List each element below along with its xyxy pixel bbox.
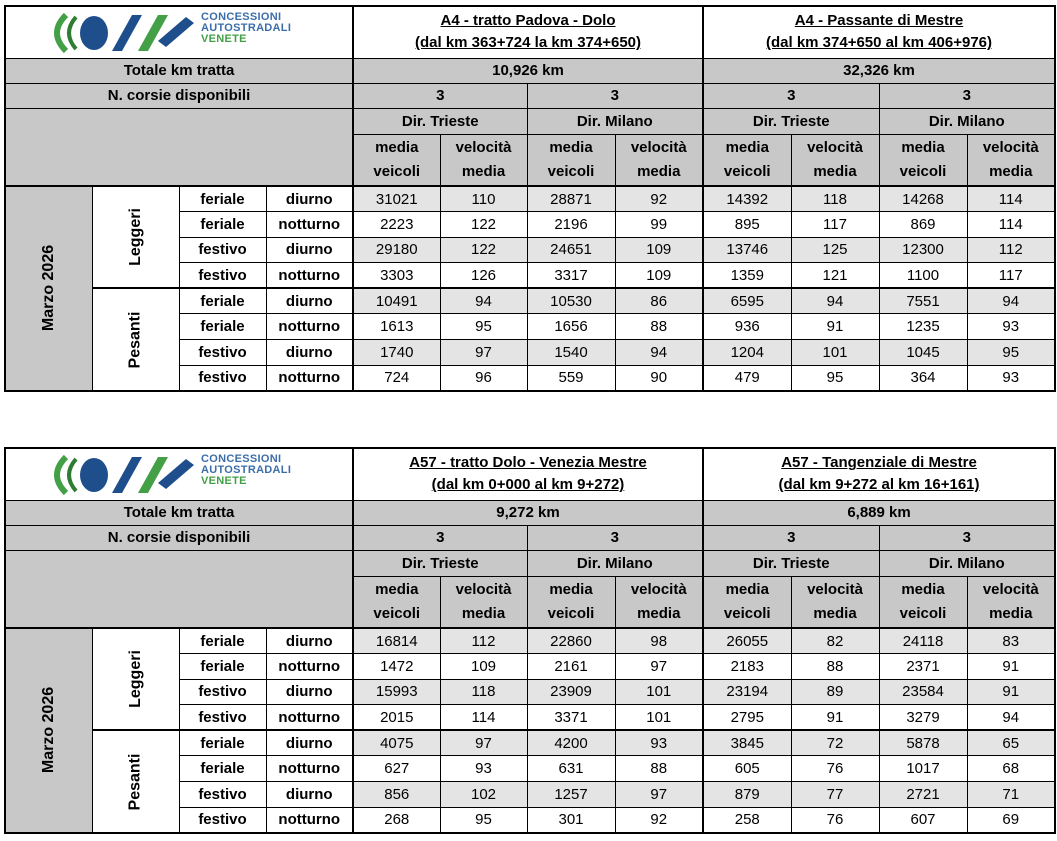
data-cell: 91 xyxy=(967,679,1055,705)
data-cell: 101 xyxy=(615,679,703,705)
data-cell: 3371 xyxy=(527,705,615,731)
data-cell: 26055 xyxy=(703,628,791,654)
day-type: festivo xyxy=(179,237,266,263)
data-cell: 895 xyxy=(703,212,791,238)
data-cell: 94 xyxy=(967,288,1055,314)
period-label: Marzo 2026 xyxy=(5,186,92,391)
col-media-veicoli: media veicoli xyxy=(879,134,967,186)
data-cell: 94 xyxy=(440,288,527,314)
day-type: festivo xyxy=(179,340,266,366)
data-cell: 29180 xyxy=(353,237,440,263)
time-type: diurno xyxy=(266,730,353,756)
data-cell: 23909 xyxy=(527,679,615,705)
corsie-value: 3 xyxy=(703,83,879,108)
day-type: feriale xyxy=(179,314,266,340)
logo-cell xyxy=(5,448,353,500)
data-cell: 118 xyxy=(791,186,879,212)
time-type: diurno xyxy=(266,782,353,808)
data-cell: 121 xyxy=(791,263,879,289)
day-type: festivo xyxy=(179,807,266,833)
col-velocita-media: velocità media xyxy=(791,134,879,186)
day-type: feriale xyxy=(179,756,266,782)
data-cell: 13746 xyxy=(703,237,791,263)
data-cell: 95 xyxy=(791,365,879,391)
data-cell: 65 xyxy=(967,730,1055,756)
corsie-label: N. corsie disponibili xyxy=(5,525,353,550)
time-type: diurno xyxy=(266,340,353,366)
col-media-veicoli: media veicoli xyxy=(527,576,615,628)
blank-header-cell xyxy=(5,550,353,628)
data-cell: 97 xyxy=(615,782,703,808)
data-cell: 95 xyxy=(440,314,527,340)
day-type: feriale xyxy=(179,654,266,680)
time-type: notturno xyxy=(266,263,353,289)
logo-cell xyxy=(5,6,353,58)
section-header xyxy=(353,6,703,58)
col-velocita-media: velocità media xyxy=(791,576,879,628)
time-type: notturno xyxy=(266,705,353,731)
table-row xyxy=(5,288,1055,314)
traffic-table-2 xyxy=(4,447,1056,834)
data-cell: 95 xyxy=(440,807,527,833)
data-cell: 2015 xyxy=(353,705,440,731)
data-cell: 1257 xyxy=(527,782,615,808)
totale-km-label: Totale km tratta xyxy=(5,500,353,525)
data-cell: 2183 xyxy=(703,654,791,680)
data-cell: 559 xyxy=(527,365,615,391)
data-cell: 109 xyxy=(615,263,703,289)
data-cell: 856 xyxy=(353,782,440,808)
data-cell: 607 xyxy=(879,807,967,833)
category-leggeri: Leggeri xyxy=(92,628,179,730)
data-cell: 122 xyxy=(440,212,527,238)
time-type: diurno xyxy=(266,186,353,212)
data-cell: 1656 xyxy=(527,314,615,340)
data-cell: 24118 xyxy=(879,628,967,654)
data-cell: 96 xyxy=(440,365,527,391)
data-cell: 71 xyxy=(967,782,1055,808)
data-cell: 97 xyxy=(440,730,527,756)
data-cell: 68 xyxy=(967,756,1055,782)
data-cell: 86 xyxy=(615,288,703,314)
section-title: A57 - Tangenziale di Mestre xyxy=(781,454,977,472)
time-type: notturno xyxy=(266,807,353,833)
data-cell: 102 xyxy=(440,782,527,808)
traffic-table-1 xyxy=(4,5,1056,392)
direction-trieste: Dir. Trieste xyxy=(353,108,527,134)
data-cell: 268 xyxy=(353,807,440,833)
data-cell: 92 xyxy=(615,186,703,212)
data-cell: 93 xyxy=(615,730,703,756)
data-cell: 82 xyxy=(791,628,879,654)
section-range: (dal km 0+000 al km 9+272) xyxy=(431,476,625,494)
corsie-value: 3 xyxy=(353,525,527,550)
col-media-veicoli: media veicoli xyxy=(353,134,440,186)
data-cell: 22860 xyxy=(527,628,615,654)
logo-text: CONCESSIONI AUTOSTRADALI VENETE xyxy=(201,11,292,45)
data-cell: 1740 xyxy=(353,340,440,366)
data-cell: 76 xyxy=(791,807,879,833)
totale-km-label: Totale km tratta xyxy=(5,58,353,83)
data-cell: 258 xyxy=(703,807,791,833)
col-velocita-media: velocità media xyxy=(967,576,1055,628)
cav-logo-icon xyxy=(46,453,346,497)
data-cell: 112 xyxy=(967,237,1055,263)
data-cell: 83 xyxy=(967,628,1055,654)
data-cell: 3303 xyxy=(353,263,440,289)
data-cell: 1100 xyxy=(879,263,967,289)
corsie-label: N. corsie disponibili xyxy=(5,83,353,108)
corsie-value: 3 xyxy=(527,525,703,550)
data-cell: 14392 xyxy=(703,186,791,212)
data-cell: 91 xyxy=(967,654,1055,680)
data-cell: 88 xyxy=(791,654,879,680)
data-cell: 91 xyxy=(791,705,879,731)
cav-logo-icon xyxy=(46,11,346,55)
data-cell: 479 xyxy=(703,365,791,391)
data-cell: 88 xyxy=(615,756,703,782)
time-type: notturno xyxy=(266,212,353,238)
data-cell: 2795 xyxy=(703,705,791,731)
category-leggeri: Leggeri xyxy=(92,186,179,288)
col-media-veicoli: media veicoli xyxy=(703,576,791,628)
col-velocita-media: velocità media xyxy=(615,576,703,628)
data-cell: 89 xyxy=(791,679,879,705)
corsie-value: 3 xyxy=(527,83,703,108)
data-cell: 117 xyxy=(967,263,1055,289)
direction-trieste: Dir. Trieste xyxy=(353,550,527,576)
data-cell: 10530 xyxy=(527,288,615,314)
totale-km-value: 32,326 km xyxy=(703,58,1055,83)
data-cell: 93 xyxy=(967,314,1055,340)
category-pesanti: Pesanti xyxy=(92,288,179,390)
data-cell: 2196 xyxy=(527,212,615,238)
data-cell: 2223 xyxy=(353,212,440,238)
data-cell: 4200 xyxy=(527,730,615,756)
data-cell: 92 xyxy=(615,807,703,833)
section-header xyxy=(703,448,1055,500)
data-cell: 15993 xyxy=(353,679,440,705)
data-cell: 23194 xyxy=(703,679,791,705)
data-cell: 1359 xyxy=(703,263,791,289)
time-type: diurno xyxy=(266,237,353,263)
day-type: festivo xyxy=(179,782,266,808)
data-cell: 936 xyxy=(703,314,791,340)
table-row xyxy=(5,628,1055,654)
data-cell: 6595 xyxy=(703,288,791,314)
data-cell: 94 xyxy=(967,705,1055,731)
data-cell: 126 xyxy=(440,263,527,289)
data-cell: 16814 xyxy=(353,628,440,654)
data-cell: 98 xyxy=(615,628,703,654)
data-cell: 3317 xyxy=(527,263,615,289)
corsie-value: 3 xyxy=(879,83,1055,108)
data-cell: 125 xyxy=(791,237,879,263)
data-cell: 122 xyxy=(440,237,527,263)
time-type: notturno xyxy=(266,314,353,340)
data-cell: 88 xyxy=(615,314,703,340)
data-cell: 69 xyxy=(967,807,1055,833)
col-media-veicoli: media veicoli xyxy=(879,576,967,628)
data-cell: 94 xyxy=(791,288,879,314)
data-cell: 7551 xyxy=(879,288,967,314)
data-cell: 1235 xyxy=(879,314,967,340)
data-cell: 2161 xyxy=(527,654,615,680)
data-cell: 28871 xyxy=(527,186,615,212)
data-cell: 94 xyxy=(615,340,703,366)
day-type: festivo xyxy=(179,679,266,705)
data-cell: 114 xyxy=(967,212,1055,238)
data-cell: 76 xyxy=(791,756,879,782)
time-type: diurno xyxy=(266,679,353,705)
corsie-value: 3 xyxy=(703,525,879,550)
blank-header-cell xyxy=(5,108,353,186)
data-cell: 91 xyxy=(791,314,879,340)
col-media-veicoli: media veicoli xyxy=(527,134,615,186)
section-title: A4 - Passante di Mestre xyxy=(794,12,964,30)
totale-km-value: 6,889 km xyxy=(703,500,1055,525)
data-cell: 1017 xyxy=(879,756,967,782)
direction-milano: Dir. Milano xyxy=(879,550,1055,576)
col-media-veicoli: media veicoli xyxy=(703,134,791,186)
data-cell: 77 xyxy=(791,782,879,808)
data-cell: 1204 xyxy=(703,340,791,366)
direction-trieste: Dir. Trieste xyxy=(703,550,879,576)
section-range: (dal km 363+724 la km 374+650) xyxy=(415,34,641,52)
data-cell: 627 xyxy=(353,756,440,782)
data-cell: 24651 xyxy=(527,237,615,263)
section-range: (dal km 9+272 al km 16+161) xyxy=(778,476,980,494)
section-range: (dal km 374+650 al km 406+976) xyxy=(766,34,992,52)
day-type: feriale xyxy=(179,186,266,212)
time-type: notturno xyxy=(266,756,353,782)
data-cell: 90 xyxy=(615,365,703,391)
col-velocita-media: velocità media xyxy=(440,134,527,186)
data-cell: 97 xyxy=(440,340,527,366)
data-cell: 301 xyxy=(527,807,615,833)
data-cell: 5878 xyxy=(879,730,967,756)
day-type: festivo xyxy=(179,263,266,289)
day-type: feriale xyxy=(179,730,266,756)
data-cell: 114 xyxy=(967,186,1055,212)
data-cell: 605 xyxy=(703,756,791,782)
corsie-value: 3 xyxy=(353,83,527,108)
data-cell: 117 xyxy=(791,212,879,238)
data-cell: 23584 xyxy=(879,679,967,705)
direction-milano: Dir. Milano xyxy=(527,550,703,576)
section-header xyxy=(353,448,703,500)
data-cell: 95 xyxy=(967,340,1055,366)
data-cell: 14268 xyxy=(879,186,967,212)
corsie-value: 3 xyxy=(879,525,1055,550)
day-type: feriale xyxy=(179,288,266,314)
col-velocita-media: velocità media xyxy=(440,576,527,628)
section-title: A4 - tratto Padova - Dolo xyxy=(440,12,616,30)
data-cell: 109 xyxy=(615,237,703,263)
data-cell: 114 xyxy=(440,705,527,731)
day-type: festivo xyxy=(179,365,266,391)
data-cell: 12300 xyxy=(879,237,967,263)
time-type: diurno xyxy=(266,288,353,314)
totale-km-value: 10,926 km xyxy=(353,58,703,83)
table-row xyxy=(5,186,1055,212)
data-cell: 72 xyxy=(791,730,879,756)
data-cell: 364 xyxy=(879,365,967,391)
totale-km-value: 9,272 km xyxy=(353,500,703,525)
data-cell: 3279 xyxy=(879,705,967,731)
data-cell: 1613 xyxy=(353,314,440,340)
data-cell: 869 xyxy=(879,212,967,238)
col-velocita-media: velocità media xyxy=(615,134,703,186)
data-cell: 724 xyxy=(353,365,440,391)
data-cell: 109 xyxy=(440,654,527,680)
time-type: notturno xyxy=(266,365,353,391)
period-label: Marzo 2026 xyxy=(5,628,92,833)
data-cell: 99 xyxy=(615,212,703,238)
data-cell: 1472 xyxy=(353,654,440,680)
data-cell: 4075 xyxy=(353,730,440,756)
col-velocita-media: velocità media xyxy=(967,134,1055,186)
category-pesanti: Pesanti xyxy=(92,730,179,832)
data-cell: 101 xyxy=(615,705,703,731)
data-cell: 2721 xyxy=(879,782,967,808)
data-cell: 118 xyxy=(440,679,527,705)
direction-milano: Dir. Milano xyxy=(879,108,1055,134)
table-row xyxy=(5,730,1055,756)
time-type: notturno xyxy=(266,654,353,680)
data-cell: 631 xyxy=(527,756,615,782)
data-cell: 3845 xyxy=(703,730,791,756)
data-cell: 2371 xyxy=(879,654,967,680)
data-cell: 879 xyxy=(703,782,791,808)
time-type: diurno xyxy=(266,628,353,654)
data-cell: 101 xyxy=(791,340,879,366)
section-header xyxy=(703,6,1055,58)
direction-trieste: Dir. Trieste xyxy=(703,108,879,134)
day-type: feriale xyxy=(179,628,266,654)
day-type: feriale xyxy=(179,212,266,238)
col-media-veicoli: media veicoli xyxy=(353,576,440,628)
direction-milano: Dir. Milano xyxy=(527,108,703,134)
data-cell: 112 xyxy=(440,628,527,654)
data-cell: 1045 xyxy=(879,340,967,366)
data-cell: 93 xyxy=(967,365,1055,391)
data-cell: 110 xyxy=(440,186,527,212)
data-cell: 1540 xyxy=(527,340,615,366)
data-cell: 93 xyxy=(440,756,527,782)
data-cell: 31021 xyxy=(353,186,440,212)
section-title: A57 - tratto Dolo - Venezia Mestre xyxy=(409,454,647,472)
logo-text: CONCESSIONI AUTOSTRADALI VENETE xyxy=(201,453,292,487)
day-type: festivo xyxy=(179,705,266,731)
data-cell: 97 xyxy=(615,654,703,680)
data-cell: 10491 xyxy=(353,288,440,314)
